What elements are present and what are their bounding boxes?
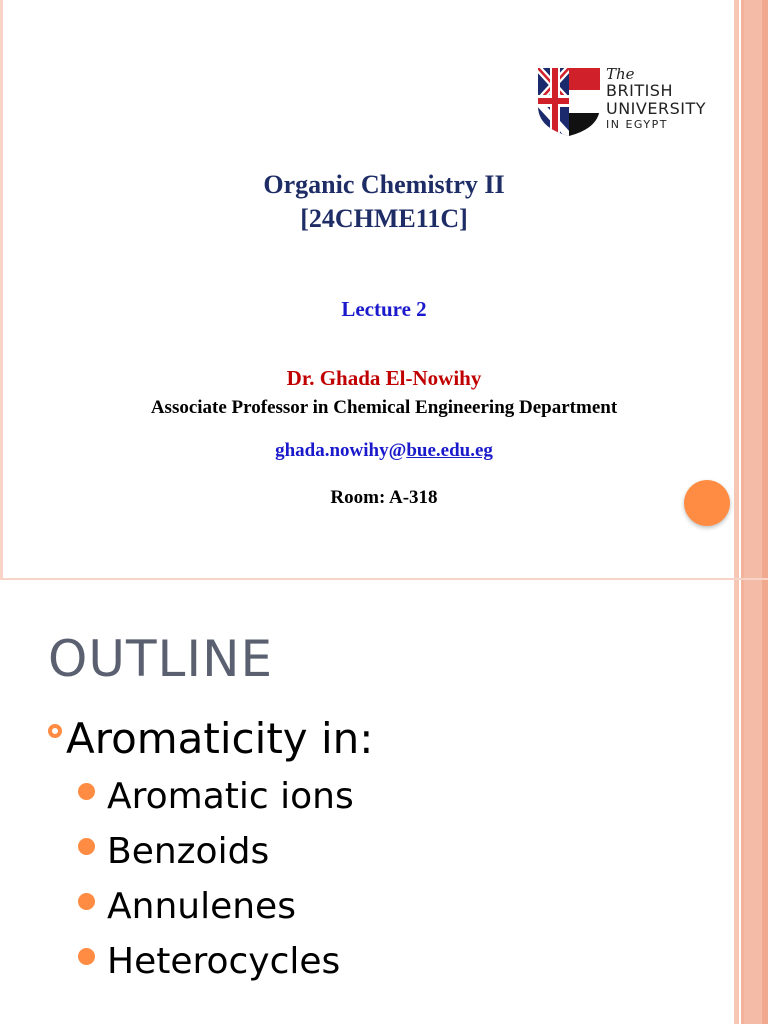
sub-bullet-text: Annulenes	[107, 886, 296, 927]
decorative-stripe	[734, 0, 739, 1024]
bullet-dot-icon	[78, 893, 95, 910]
logo-the: The	[606, 65, 635, 83]
course-code: [24CHME11C]	[300, 204, 468, 233]
bullet-dot-icon	[78, 783, 95, 800]
author-name: Dr. Ghada El-Nowihy	[286, 366, 482, 390]
author-position: Associate Professor in Chemical Engineering Department	[150, 397, 618, 418]
logo-british: BRITISH	[606, 81, 673, 100]
university-logo	[538, 66, 728, 138]
main-bullet-text: Aromaticity in:	[66, 714, 374, 763]
sub-bullet	[78, 831, 269, 872]
outline-heading: OUTLINE	[48, 630, 274, 688]
logo-university: UNIVERSITY	[606, 99, 706, 118]
slide-divider	[0, 578, 768, 580]
sub-bullet-text: Aromatic ions	[107, 776, 354, 817]
room-number: Room: A-318	[330, 487, 438, 508]
accent-dot-icon	[684, 480, 730, 526]
bullet-dot-icon	[78, 838, 95, 855]
sub-bullet-text: Benzoids	[107, 831, 270, 872]
flag-emblem-icon	[538, 68, 600, 136]
sub-bullet	[78, 941, 340, 982]
bullet-dot-icon	[78, 948, 95, 965]
main-bullet	[48, 714, 373, 763]
lecture-number: Lecture 2	[341, 297, 427, 321]
logo-wordmark	[606, 66, 706, 132]
email-user: ghada.nowihy@	[275, 440, 407, 461]
email-domain-link[interactable]: bue.edu.eg	[406, 440, 493, 461]
logo-in-egypt: IN EGYPT	[606, 118, 668, 131]
sub-bullet-text: Heterocycles	[107, 941, 341, 982]
decorative-stripe	[762, 0, 768, 1024]
course-title: Organic Chemistry II	[263, 170, 505, 199]
author-email[interactable]	[0, 440, 768, 462]
sub-bullet	[78, 886, 296, 927]
sub-bullet	[78, 776, 354, 817]
ring-bullet-icon	[48, 724, 62, 738]
